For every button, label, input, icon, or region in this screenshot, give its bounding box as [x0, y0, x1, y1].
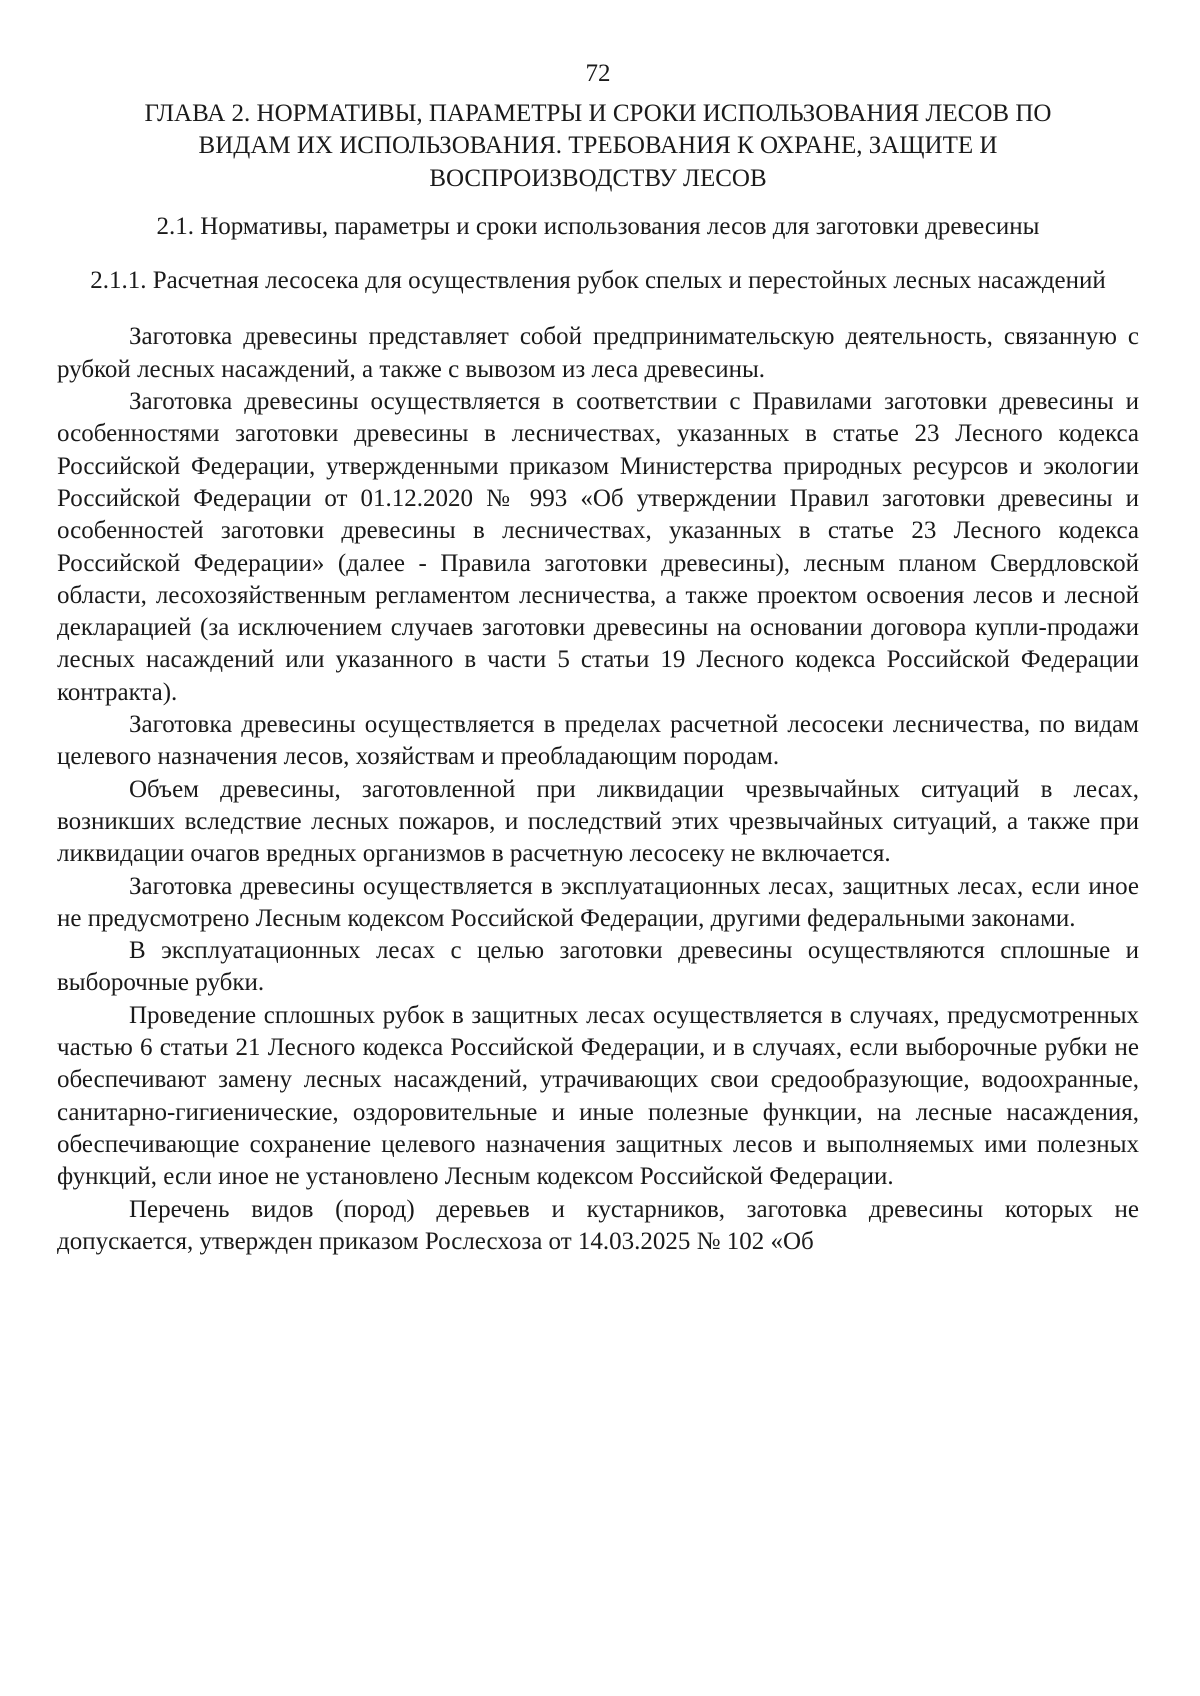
paragraph-4: Объем древесины, заготовленной при ликвидации чрезвычайных ситуаций в лесах, возникших вследствие лесных пожаров, и последствий этих чрезвычайных ситуаций, а также при ликвидации очагов вредных организмов в расчетную лесосеку не включается.	[57, 775, 1139, 868]
chapter-title: ГЛАВА 2. НОРМАТИВЫ, ПАРАМЕТРЫ И СРОКИ ИСПОЛЬЗОВАНИЯ ЛЕСОВ ПО ВИДАМ ИХ ИСПОЛЬЗОВАНИЯ. ТРЕБОВАНИЯ К ОХРАНЕ, ЗАЩИТЕ И ВОСПРОИЗВОДСТВУ ЛЕСОВ	[144, 100, 1052, 192]
paragraph-6: В эксплуатационных лесах с целью заготовки древесины осуществляются сплошные и выборочные рубки.	[57, 937, 1139, 997]
subsection-title: 2.1.1. Расчетная лесосека для осуществления рубок спелых и перестойных лесных насаждений	[90, 267, 1106, 295]
section-title: 2.1. Нормативы, параметры и сроки использования лесов для заготовки древесины	[156, 212, 1040, 240]
paragraph-2: Заготовка древесины осуществляется в соответствии с Правилами заготовки древесины и особенностями заготовки древесины в лесничествах, указанных в статье 23 Лесного кодекса Российской Федерации, утвержденными приказом Министерства природных ресурсов и экологии Российской Федерации от 01.12.2020 № 993 «Об утверждении Правил заготовки древесины и особенностей заготовки древесины в лесничествах, указанных в статье 23 Лесного кодекса Российской Федерации» (далее - Правила заготовки древесины), лесным планом Свердловской области, лесохозяйственным регламентом лесничества, а также проектом освоения лесов и лесной декларацией (за исключением случаев заготовки древесины на основании договора купли-продажи лесных насаждений или указанного в части 5 статьи 19 Лесного кодекса Российской Федерации контракта).	[57, 388, 1139, 706]
paragraph-1: Заготовка древесины представляет собой предпринимательскую деятельность, связанную с рубкой лесных насаждений, а также с вывозом из леса древесины.	[57, 323, 1139, 383]
document-body	[57, 321, 1139, 1258]
paragraph-7: Проведение сплошных рубок в защитных лесах осуществляется в случаях, предусмотренных частью 6 статьи 21 Лесного кодекса Российской Федерации, и в случаях, если выборочные рубки не обеспечивают замену лесных насаждений, утрачивающих свои средообразующие, водоохранные, санитарно-гигиенические, оздоровительные и иные полезные функции, на лесные насаждения, обеспечивающие сохранение целевого назначения защитных лесов и выполняемых ими полезных функций, если иное не установлено Лесным кодексом Российской Федерации.	[57, 1001, 1139, 1191]
paragraph-3: Заготовка древесины осуществляется в пределах расчетной лесосеки лесничества, по видам целевого назначения лесов, хозяйствам и преобладающим породам.	[57, 711, 1139, 771]
paragraph-5: Заготовка древесины осуществляется в эксплуатационных лесах, защитных лесах, если иное не предусмотрено Лесным кодексом Российской Федерации, другими федеральными законами.	[57, 872, 1139, 932]
page-number: 72	[585, 60, 611, 87]
document-page	[57, 58, 1139, 1258]
paragraph-8: Перечень видов (пород) деревьев и кустарников, заготовка древесины которых не допускается, утвержден приказом Рослесхоза от 14.03.2025 № 102 «Об	[57, 1195, 1139, 1255]
